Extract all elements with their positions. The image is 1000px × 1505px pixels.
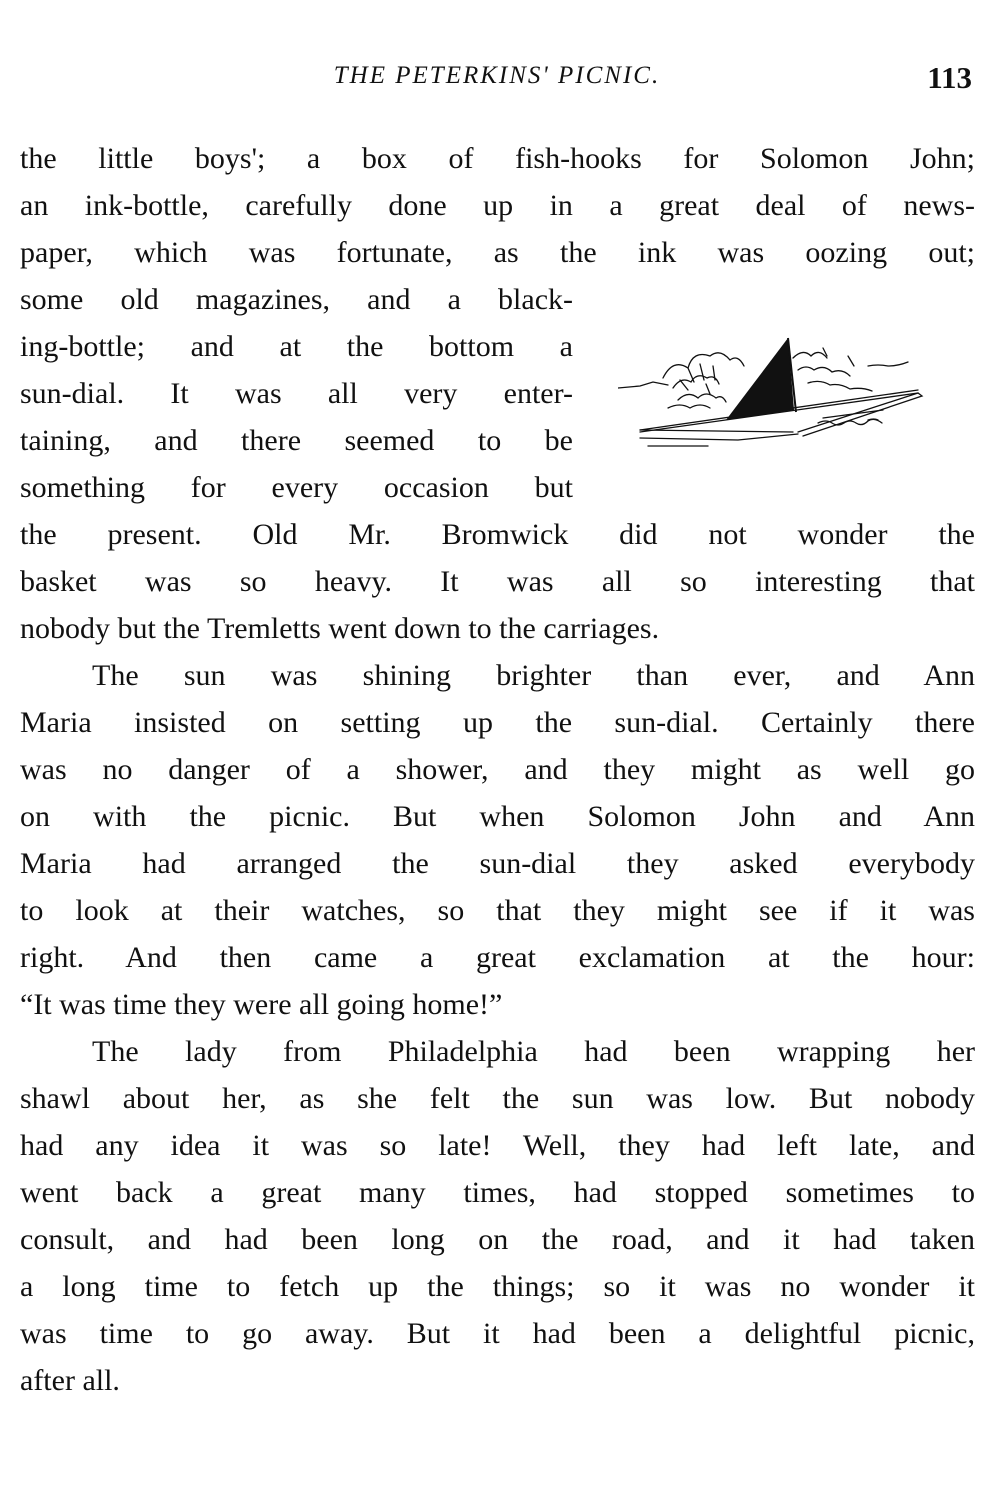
- sundial-sketch-icon: [618, 328, 948, 458]
- text-line: ing-bottle; and at the bottom a: [20, 330, 573, 363]
- text-line: on with the picnic. But when Solomon John and Ann: [20, 800, 975, 833]
- text-line: Maria insisted on setting up the sun-dial. Certainly there: [20, 706, 975, 739]
- text-line: the present. Old Mr. Bromwick did not wonder the: [20, 518, 975, 551]
- running-title: THE PETERKINS' PICNIC.: [333, 62, 661, 89]
- text-line: went back a great many times, had stopped sometimes to: [20, 1176, 975, 1209]
- text-line: was no danger of a shower, and they might as well go: [20, 753, 975, 786]
- text-line: “It was time they were all going home!”: [20, 988, 503, 1021]
- text-line: nobody but the Tremletts went down to the carriages.: [20, 612, 660, 645]
- text-line: taining, and there seemed to be: [20, 424, 573, 457]
- text-line: shawl about her, as she felt the sun was low. But nobody: [20, 1082, 975, 1115]
- text-line: some old magazines, and a black-: [20, 283, 573, 316]
- text-line: The lady from Philadelphia had been wrapping her: [92, 1035, 975, 1068]
- text-line: a long time to fetch up the things; so it was no wonder it: [20, 1270, 975, 1303]
- text-line: something for every occasion but: [20, 471, 573, 504]
- paragraph-2: [20, 652, 975, 1028]
- text-line: was time to go away. But it had been a delightful picnic,: [20, 1317, 975, 1350]
- paragraph-3: [20, 1028, 975, 1404]
- text-line: right. And then came a great exclamation at the hour:: [20, 941, 975, 974]
- text-line: paper, which was fortunate, as the ink was oozing out;: [20, 236, 975, 269]
- text-line: the little boys'; a box of fish-hooks for Solomon John;: [20, 142, 975, 175]
- text-line: The sun was shining brighter than ever, and Ann: [92, 659, 975, 692]
- text-line: basket was so heavy. It was all so interesting that: [20, 565, 975, 598]
- text-line: an ink-bottle, carefully done up in a great deal of news-: [20, 189, 975, 222]
- text-line: Maria had arranged the sun-dial they asked everybody: [20, 847, 975, 880]
- running-head: [22, 62, 972, 102]
- page-number: 113: [927, 60, 972, 95]
- text-line: sun-dial. It was all very enter-: [20, 377, 573, 410]
- text-line: consult, and had been long on the road, and it had taken: [20, 1223, 975, 1256]
- text-line: had any idea it was so late! Well, they had left late, and: [20, 1129, 975, 1162]
- text-line: after all.: [20, 1364, 120, 1397]
- text-line: to look at their watches, so that they might see if it was: [20, 894, 975, 927]
